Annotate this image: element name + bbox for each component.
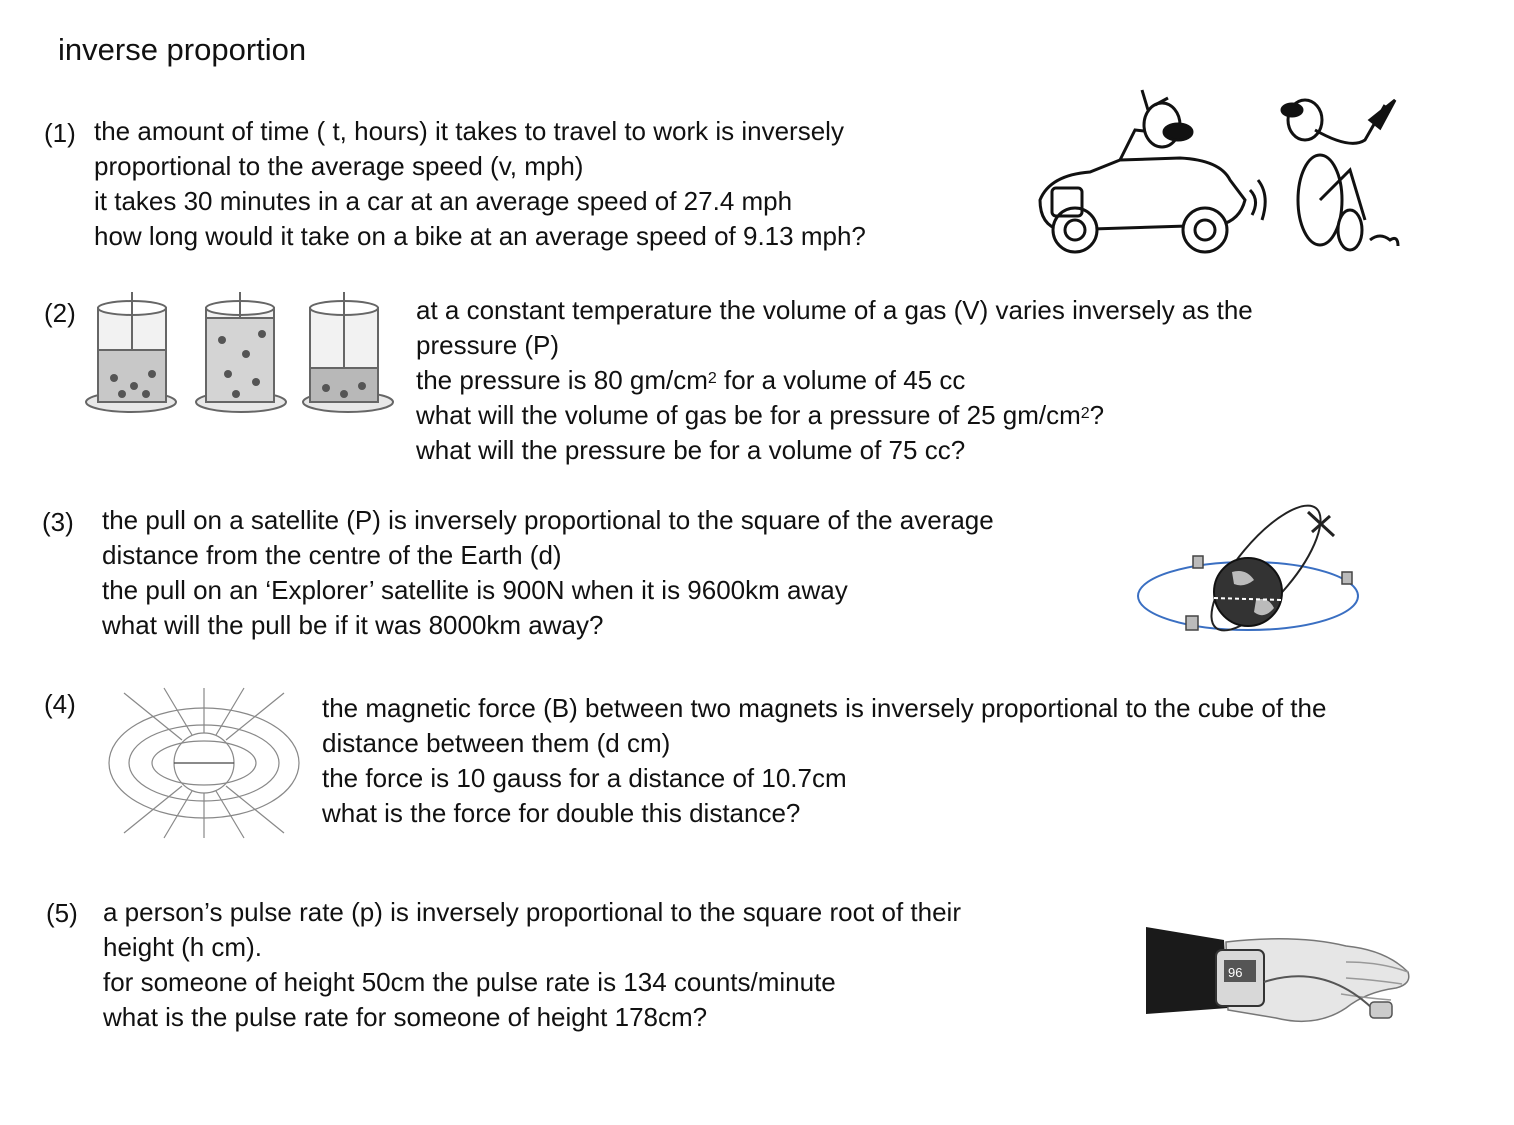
question-line: at a constant temperature the volume of a gas (V) varies inversely as the [416, 295, 1253, 325]
question-line: what is the pulse rate for someone of height 178cm? [103, 1002, 708, 1032]
earth-satellite-illustration [1136, 488, 1366, 648]
question-line: a person’s pulse rate (p) is inversely proportional to the square root of their [103, 897, 961, 927]
wrist-pulse-monitor-illustration [1146, 922, 1416, 1042]
question-line: proportional to the average speed (v, mph) [94, 151, 584, 181]
question-line: the magnetic force (B) between two magnets is inversely proportional to the cube of the [322, 693, 1327, 723]
question-5-number: (5) [46, 898, 78, 928]
question-line: height (h cm). [103, 932, 262, 962]
question-line: distance from the centre of the Earth (d) [102, 540, 562, 570]
question-line: the force is 10 gauss for a distance of 10.7cm [322, 763, 847, 793]
magnetic-field-illustration [104, 688, 304, 838]
question-line: what is the force for double this distance? [322, 798, 801, 828]
pulse-display-reading: 96 [1228, 965, 1243, 980]
superscript: 2 [1080, 405, 1090, 422]
question-2-number: (2) [44, 298, 76, 328]
gas-cylinders-illustration [86, 290, 386, 420]
superscript: 2 [707, 370, 717, 387]
question-text-part: the pressure is 80 gm/cm [416, 365, 708, 395]
cartoon-car-and-bicycle-illustration [1030, 80, 1400, 260]
question-3-number: (3) [42, 507, 74, 537]
question-line: it takes 30 minutes in a car at an average speed of 27.4 mph [94, 186, 793, 216]
question-3-text [102, 503, 994, 643]
question-text-part: for a volume of 45 cc [716, 365, 966, 395]
question-text-part: what will the volume of gas be for a pressure of 25 gm/cm [416, 400, 1081, 430]
question-line: distance between them (d cm) [322, 728, 671, 758]
question-line: how long would it take on a bike at an average speed of 9.13 mph? [94, 221, 866, 251]
question-line: what will the pull be if it was 8000km away? [102, 610, 604, 640]
question-4-text [322, 691, 1326, 831]
question-line: what will the pressure be for a volume of 75 cc? [416, 435, 966, 465]
question-line: pressure (P) [416, 330, 560, 360]
question-text-part: ? [1089, 400, 1105, 430]
question-5-text [103, 895, 961, 1035]
question-line: the pull on a satellite (P) is inversely proportional to the square of the average [102, 505, 994, 535]
page-title: inverse proportion [58, 32, 307, 67]
question-4-number: (4) [44, 689, 76, 719]
question-line: the amount of time ( t, hours) it takes to travel to work is inversely [94, 116, 844, 146]
question-line: the pull on an ‘Explorer’ satellite is 900N when it is 9600km away [102, 575, 848, 605]
question-1-text [94, 114, 866, 254]
question-1-number: (1) [44, 118, 76, 148]
question-line: for someone of height 50cm the pulse rate is 134 counts/minute [103, 967, 836, 997]
question-line [416, 363, 1253, 398]
question-line [416, 398, 1253, 433]
question-2-text [416, 293, 1253, 468]
